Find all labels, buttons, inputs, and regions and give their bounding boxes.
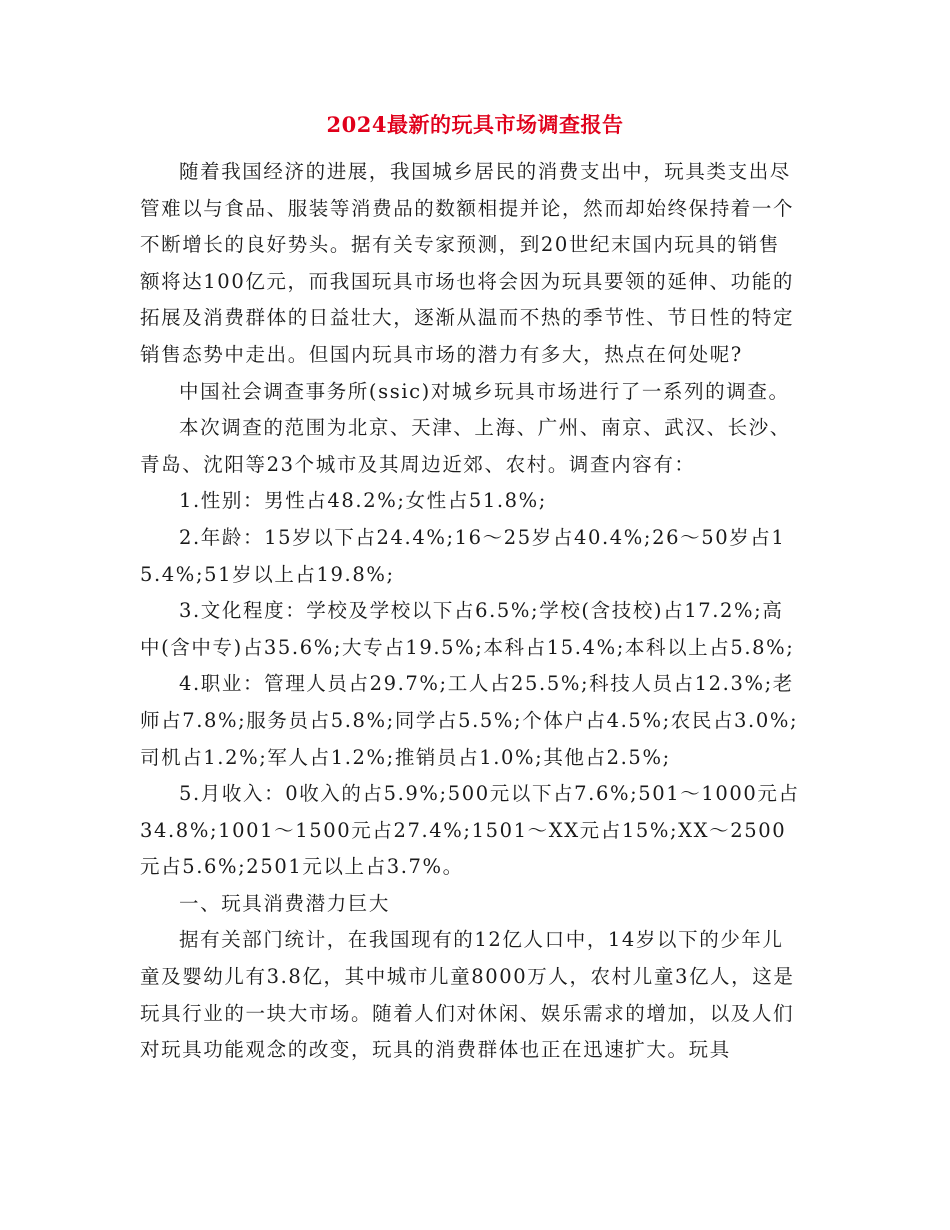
paragraph-education: 3.文化程度：学校及学校以下占6.5%;学校(含技校)占17.2%;高中(含中专)占35.6%;大专占19.5%;本科占15.4%;本科以上占5.8%; xyxy=(140,599,795,659)
paragraph-survey-org: 中国社会调查事务所(ssic)对城乡玩具市场进行了一系列的调查。 xyxy=(179,379,790,403)
paragraph-intro: 随着我国经济的进展，我国城乡居民的消费支出中，玩具类支出尽管难以与食品、服装等消费品的数额相提并论，然而却始终保持着一个不断增长的良好势头。据有关专家预测，到20世纪末国内玩具的销售额将达100亿元，而我国玩具市场也将会因为玩具要领的延伸、功能的拓展及消费群体的日益壮大，逐渐从温而不热的季节性、节日性的特定销售态势中走出。但国内玩具市场的潜力有多大，热点在何处呢? xyxy=(140,160,795,366)
document-title: 2024最新的玩具市场调查报告 xyxy=(326,112,624,137)
paragraph-occupation: 4.职业：管理人员占29.7%;工人占25.5%;科技人员占12.3%;老师占7.8%;服务员占5.8%;同学占5.5%;个体户占4.5%;农民占3.0%;司机占1.2%;军人占1.2%;推销员占1.0%;其他占2.5%; xyxy=(140,672,799,769)
paragraph-survey-scope: 本次调查的范围为北京、天津、上海、广州、南京、武汉、长沙、青岛、沈阳等23个城市及其周边近郊、农村。调查内容有： xyxy=(140,416,791,476)
paragraph-age: 2.年龄：15岁以下占24.4%;16～25岁占40.4%;26～50岁占15.4%;51岁以上占19.8%; xyxy=(140,525,786,586)
paragraph-gender: 1.性别：男性占48.2%;女性占51.8%; xyxy=(179,489,547,513)
document-body xyxy=(140,154,800,1069)
section-heading-1: 一、玩具消费潜力巨大 xyxy=(179,891,391,915)
paragraph-income: 5.月收入：0收入的占5.9%;500元以下占7.6%;501～1000元占34.8%;1001～1500元占27.4%;1501～XX元占15%;XX～2500元占5.6%;2501元以上占3.7%。 xyxy=(140,782,800,879)
paragraph-market-potential: 据有关部门统计，在我国现有的12亿人口中，14岁以下的少年儿童及婴幼儿有3.8亿，其中城市儿童8000万人，农村儿童3亿人，这是玩具行业的一块大市场。随着人们对休闲、娱乐需求的增加，以及人们对玩具功能观念的改变，玩具的消费群体也正在迅速扩大。玩具 xyxy=(140,928,795,1062)
